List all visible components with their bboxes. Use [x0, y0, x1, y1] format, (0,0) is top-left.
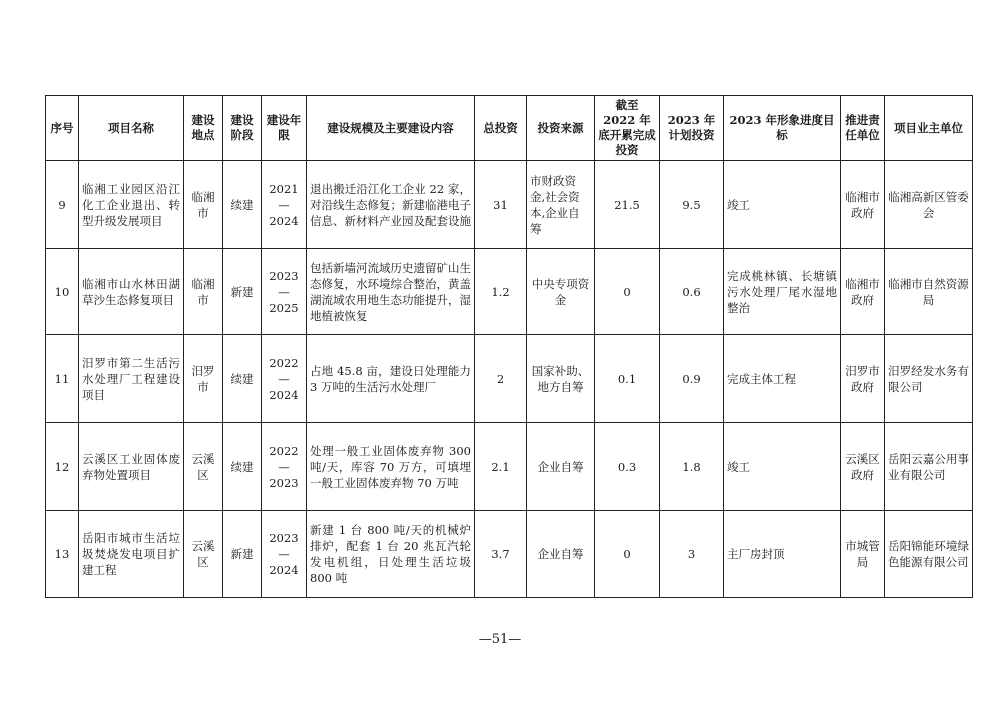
col-header-responsible: 推进责任单位	[841, 96, 885, 161]
cell-source: 中央专项资金	[527, 249, 595, 335]
col-header-scope: 建设规模及主要建设内容	[307, 96, 475, 161]
cell-scope: 新建 1 台 800 吨/天的机械炉排炉，配套 1 台 20 兆瓦汽轮发电机组，日处理生活垃圾 800 吨	[307, 511, 475, 598]
cell-name: 岳阳市城市生活垃圾焚烧发电项目扩建工程	[79, 511, 184, 598]
cell-scope: 退出搬迁沿江化工企业 22 家，对沿线生态修复；新建临港电子信息、新材料产业园及配套设施	[307, 161, 475, 249]
col-header-period: 建设年限	[262, 96, 307, 161]
cell-location: 汨罗市	[184, 335, 223, 423]
cell-total: 31	[475, 161, 527, 249]
cell-scope: 处理一般工业固体废弃物 300 吨/天，库容 70 万方，可填埋一般工业固体废弃物 70 万吨	[307, 423, 475, 511]
cell-owner: 临湘市自然资源局	[885, 249, 973, 335]
col-header-completed: 截至 2022 年底开累完成投资	[595, 96, 660, 161]
cell-completed: 21.5	[595, 161, 660, 249]
cell-responsible: 汨罗市政府	[841, 335, 885, 423]
cell-responsible: 市城管局	[841, 511, 885, 598]
cell-scope: 占地 45.8 亩，建设日处理能力 3 万吨的生活污水处理厂	[307, 335, 475, 423]
col-header-name: 项目名称	[79, 96, 184, 161]
cell-no: 12	[46, 423, 79, 511]
cell-owner: 岳阳锦能环境绿色能源有限公司	[885, 511, 973, 598]
cell-owner: 岳阳云嘉公用事业有限公司	[885, 423, 973, 511]
cell-period: 2022—2023	[262, 423, 307, 511]
cell-source: 企业自筹	[527, 423, 595, 511]
cell-target: 完成主体工程	[724, 335, 841, 423]
cell-stage: 新建	[223, 511, 262, 598]
cell-period: 2023—2024	[262, 511, 307, 598]
cell-source: 国家补助、地方自筹	[527, 335, 595, 423]
cell-location: 临湘市	[184, 249, 223, 335]
cell-name: 临湘工业园区沿江化工企业退出、转型升级发展项目	[79, 161, 184, 249]
cell-completed: 0	[595, 249, 660, 335]
cell-total: 2.1	[475, 423, 527, 511]
cell-completed: 0.1	[595, 335, 660, 423]
cell-plan2023: 1.8	[660, 423, 724, 511]
col-header-total: 总投资	[475, 96, 527, 161]
cell-owner: 汨罗经发水务有限公司	[885, 335, 973, 423]
cell-responsible: 云溪区政府	[841, 423, 885, 511]
col-header-target: 2023 年形象进度目标	[724, 96, 841, 161]
cell-total: 2	[475, 335, 527, 423]
col-header-source: 投资来源	[527, 96, 595, 161]
cell-completed: 0	[595, 511, 660, 598]
cell-target: 完成桃林镇、长塘镇污水处理厂尾水湿地整治	[724, 249, 841, 335]
col-header-plan2023: 2023 年计划投资	[660, 96, 724, 161]
cell-completed: 0.3	[595, 423, 660, 511]
page-number: —51—	[478, 632, 522, 647]
cell-no: 9	[46, 161, 79, 249]
cell-stage: 续建	[223, 161, 262, 249]
cell-target: 竣工	[724, 423, 841, 511]
col-header-owner: 项目业主单位	[885, 96, 973, 161]
cell-responsible: 临湘市政府	[841, 161, 885, 249]
cell-plan2023: 0.9	[660, 335, 724, 423]
cell-plan2023: 9.5	[660, 161, 724, 249]
table-row	[46, 161, 973, 249]
cell-location: 临湘市	[184, 161, 223, 249]
cell-no: 13	[46, 511, 79, 598]
header-row	[46, 96, 973, 161]
cell-no: 11	[46, 335, 79, 423]
cell-period: 2022—2024	[262, 335, 307, 423]
col-header-location: 建设地点	[184, 96, 223, 161]
table-row	[46, 335, 973, 423]
cell-responsible: 临湘市政府	[841, 249, 885, 335]
cell-target: 竣工	[724, 161, 841, 249]
cell-scope: 包括新墙河流域历史遗留矿山生态修复，水环境综合整治，黄盖湖流域农用地生态功能提升，湿地植被恢复	[307, 249, 475, 335]
cell-stage: 续建	[223, 423, 262, 511]
cell-plan2023: 3	[660, 511, 724, 598]
cell-name: 汨罗市第二生活污水处理厂工程建设项目	[79, 335, 184, 423]
cell-stage: 新建	[223, 249, 262, 335]
cell-period: 2023—2025	[262, 249, 307, 335]
cell-stage: 续建	[223, 335, 262, 423]
cell-total: 3.7	[475, 511, 527, 598]
cell-name: 临湘市山水林田湖草沙生态修复项目	[79, 249, 184, 335]
cell-target: 主厂房封顶	[724, 511, 841, 598]
project-table	[45, 95, 973, 598]
col-header-no: 序号	[46, 96, 79, 161]
cell-owner: 临湘高新区管委会	[885, 161, 973, 249]
cell-name: 云溪区工业固体废弃物处置项目	[79, 423, 184, 511]
cell-source: 市财政资金,社会资本,企业自筹	[527, 161, 595, 249]
cell-period: 2021—2024	[262, 161, 307, 249]
table-row	[46, 423, 973, 511]
cell-no: 10	[46, 249, 79, 335]
col-header-stage: 建设阶段	[223, 96, 262, 161]
table-row	[46, 511, 973, 598]
cell-total: 1.2	[475, 249, 527, 335]
cell-location: 云溪区	[184, 511, 223, 598]
cell-plan2023: 0.6	[660, 249, 724, 335]
cell-location: 云溪区	[184, 423, 223, 511]
table-row	[46, 249, 973, 335]
cell-source: 企业自筹	[527, 511, 595, 598]
